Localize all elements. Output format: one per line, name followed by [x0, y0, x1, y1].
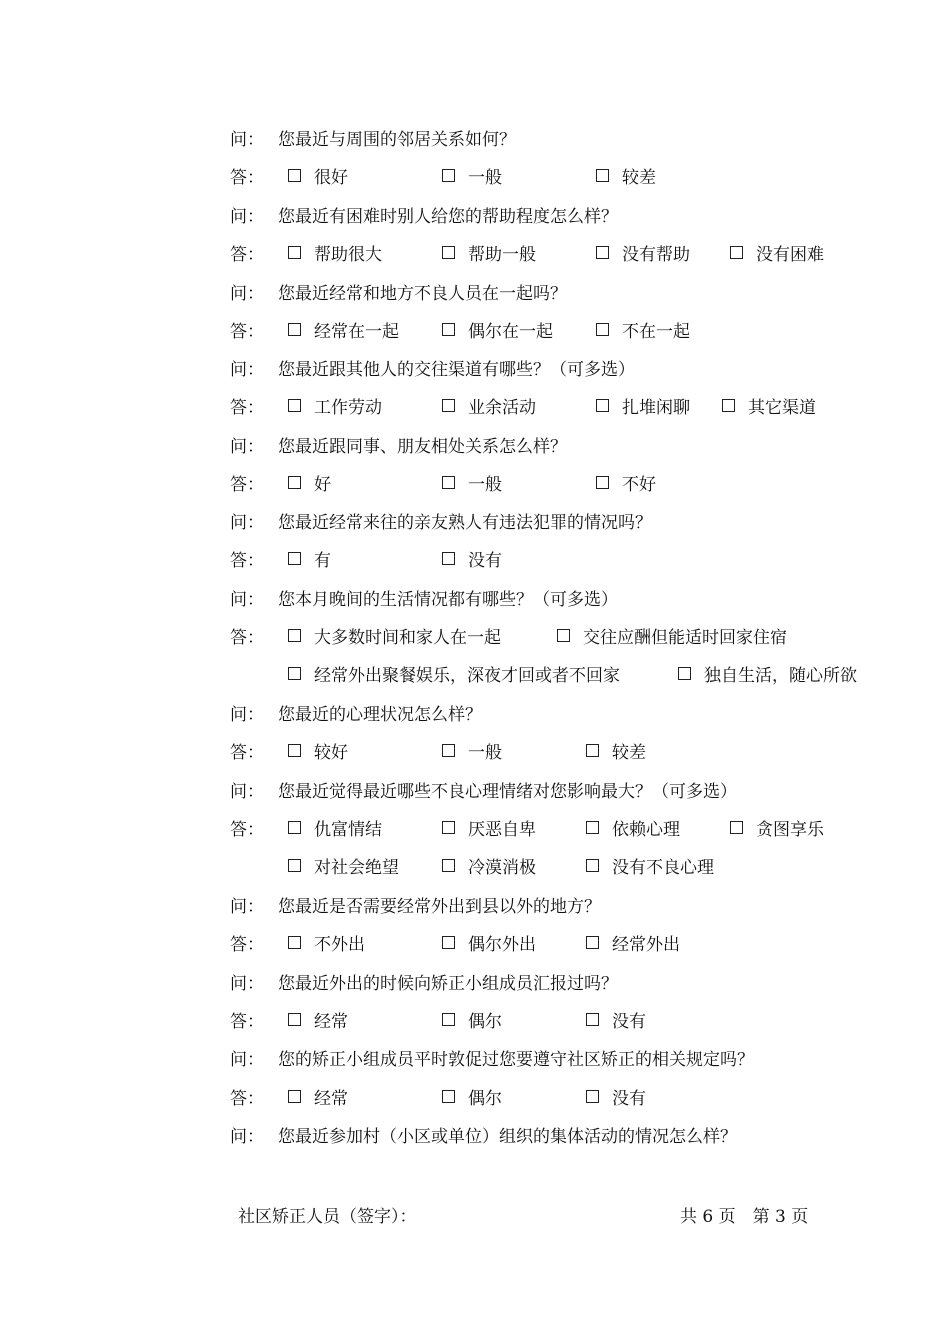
answer-option[interactable]	[586, 857, 714, 879]
question-prefix: 问：	[230, 705, 264, 725]
checkbox[interactable]	[442, 399, 455, 412]
option-label: 帮助很大	[314, 245, 382, 265]
question-text: 您最近参加村（小区或单位）组织的集体活动的情况怎么样？	[278, 1127, 737, 1147]
answer-option[interactable]	[586, 1011, 646, 1033]
checkbox[interactable]	[442, 1013, 455, 1026]
option-label: 经常外出	[612, 935, 680, 955]
checkbox[interactable]	[596, 169, 609, 182]
answer-option[interactable]	[596, 397, 690, 419]
checkbox[interactable]	[596, 246, 609, 259]
answer-option[interactable]	[288, 857, 399, 879]
checkbox[interactable]	[596, 323, 609, 336]
answer-option[interactable]	[442, 1088, 502, 1110]
option-label: 没有困难	[756, 245, 824, 265]
question-prefix: 问：	[230, 284, 264, 304]
answer-option[interactable]	[586, 742, 646, 764]
checkbox[interactable]	[442, 476, 455, 489]
question-text: 您最近的心理状况怎么样？	[278, 705, 482, 725]
answer-option[interactable]	[596, 321, 690, 343]
checkbox[interactable]	[288, 936, 301, 949]
option-label: 没有帮助	[622, 245, 690, 265]
answer-option[interactable]	[586, 819, 680, 841]
option-label: 独自生活，随心所欲	[704, 666, 857, 686]
answer-option[interactable]	[442, 934, 536, 956]
checkbox[interactable]	[442, 936, 455, 949]
option-label: 不好	[622, 475, 656, 495]
answer-option[interactable]	[442, 474, 502, 496]
option-label: 较差	[622, 168, 656, 188]
checkbox[interactable]	[288, 323, 301, 336]
answer-option[interactable]	[288, 1011, 348, 1033]
checkbox[interactable]	[586, 1090, 599, 1103]
checkbox[interactable]	[288, 476, 301, 489]
answer-option[interactable]	[288, 819, 382, 841]
checkbox[interactable]	[288, 859, 301, 872]
answer-option[interactable]	[288, 244, 382, 266]
answer-prefix: 答：	[230, 551, 264, 571]
answer-option[interactable]	[442, 819, 536, 841]
checkbox[interactable]	[442, 323, 455, 336]
question-text: 您最近觉得最近哪些不良心理情绪对您影响最大？（可多选）	[278, 782, 737, 802]
signature-label: 社区矫正人员（签字）：	[238, 1207, 417, 1227]
checkbox[interactable]	[442, 552, 455, 565]
answer-option[interactable]	[678, 665, 857, 687]
option-label: 仇富情结	[314, 820, 382, 840]
answer-option[interactable]	[288, 321, 399, 343]
question-prefix: 问：	[230, 130, 264, 150]
answer-option[interactable]	[442, 244, 536, 266]
checkbox[interactable]	[288, 169, 301, 182]
option-label: 偶尔在一起	[468, 322, 553, 342]
option-label: 偶尔	[468, 1089, 502, 1109]
option-label: 业余活动	[468, 398, 536, 418]
checkbox[interactable]	[288, 744, 301, 757]
option-label: 经常	[314, 1089, 348, 1109]
option-label: 偶尔外出	[468, 935, 536, 955]
checkbox[interactable]	[288, 399, 301, 412]
answer-prefix: 答：	[230, 245, 264, 265]
checkbox[interactable]	[442, 859, 455, 872]
checkbox[interactable]	[288, 629, 301, 642]
option-label: 有	[314, 551, 331, 571]
checkbox[interactable]	[442, 1090, 455, 1103]
checkbox[interactable]	[586, 859, 599, 872]
question-text: 您最近是否需要经常外出到县以外的地方？	[278, 897, 601, 917]
question-text: 您最近经常和地方不良人员在一起吗？	[278, 284, 567, 304]
option-label: 其它渠道	[748, 398, 816, 418]
answer-option[interactable]	[586, 1088, 646, 1110]
question-prefix: 问：	[230, 1127, 264, 1147]
option-label: 工作劳动	[314, 398, 382, 418]
checkbox[interactable]	[288, 667, 301, 680]
answer-option[interactable]	[288, 397, 382, 419]
option-label: 大多数时间和家人在一起	[314, 628, 501, 648]
option-label: 没有	[612, 1089, 646, 1109]
answer-option[interactable]	[586, 934, 680, 956]
question-prefix: 问：	[230, 782, 264, 802]
checkbox[interactable]	[596, 476, 609, 489]
answer-option[interactable]	[288, 1088, 348, 1110]
checkbox[interactable]	[288, 552, 301, 565]
answer-option[interactable]	[288, 167, 348, 189]
checkbox[interactable]	[442, 821, 455, 834]
option-label: 一般	[468, 475, 502, 495]
checkbox[interactable]	[586, 821, 599, 834]
question-prefix: 问：	[230, 437, 264, 457]
answer-option[interactable]	[442, 550, 502, 572]
option-label: 不外出	[314, 935, 365, 955]
question-prefix: 问：	[230, 1050, 264, 1070]
answer-option[interactable]	[557, 627, 787, 649]
checkbox[interactable]	[288, 821, 301, 834]
question-text: 您最近有困难时别人给您的帮助程度怎么样？	[278, 207, 618, 227]
option-label: 经常外出聚餐娱乐，深夜才回或者不回家	[314, 666, 620, 686]
answer-prefix: 答：	[230, 398, 264, 418]
question-text: 您的矫正小组成员平时敦促过您要遵守社区矫正的相关规定吗？	[278, 1050, 754, 1070]
checkbox[interactable]	[442, 744, 455, 757]
option-label: 交往应酬但能适时回家住宿	[583, 628, 787, 648]
option-label: 好	[314, 475, 331, 495]
option-label: 一般	[468, 168, 502, 188]
answer-option[interactable]	[596, 474, 656, 496]
answer-option[interactable]	[442, 857, 536, 879]
question-prefix: 问：	[230, 897, 264, 917]
option-label: 经常在一起	[314, 322, 399, 342]
answer-option[interactable]	[596, 167, 656, 189]
checkbox[interactable]	[678, 667, 691, 680]
checkbox[interactable]	[586, 936, 599, 949]
checkbox[interactable]	[722, 399, 735, 412]
option-label: 一般	[468, 743, 502, 763]
answer-prefix: 答：	[230, 168, 264, 188]
checkbox[interactable]	[730, 821, 743, 834]
option-label: 没有	[612, 1012, 646, 1032]
answer-option[interactable]	[442, 397, 536, 419]
answer-prefix: 答：	[230, 743, 264, 763]
answer-option[interactable]	[288, 474, 331, 496]
answer-prefix: 答：	[230, 1012, 264, 1032]
checkbox[interactable]	[442, 169, 455, 182]
option-label: 依赖心理	[612, 820, 680, 840]
question-text: 您最近与周围的邻居关系如何？	[278, 130, 516, 150]
answer-option[interactable]	[730, 244, 824, 266]
answer-option[interactable]	[596, 244, 690, 266]
page-info: 共 6 页 第 3 页	[680, 1207, 809, 1227]
option-label: 厌恶自卑	[468, 820, 536, 840]
answer-option[interactable]	[442, 1011, 502, 1033]
option-label: 很好	[314, 168, 348, 188]
answer-option[interactable]	[288, 665, 620, 687]
checkbox[interactable]	[586, 1013, 599, 1026]
checkbox[interactable]	[586, 744, 599, 757]
answer-option[interactable]	[288, 627, 501, 649]
answer-option[interactable]	[722, 397, 816, 419]
option-label: 没有	[468, 551, 502, 571]
checkbox[interactable]	[596, 399, 609, 412]
question-prefix: 问：	[230, 974, 264, 994]
answer-option[interactable]	[442, 742, 502, 764]
question-text: 您最近跟其他人的交往渠道有哪些？（可多选）	[278, 360, 635, 380]
answer-option[interactable]	[288, 742, 348, 764]
answer-prefix: 答：	[230, 820, 264, 840]
option-label: 较好	[314, 743, 348, 763]
option-label: 帮助一般	[468, 245, 536, 265]
question-text: 您本月晚间的生活情况都有哪些？（可多选）	[278, 590, 618, 610]
option-label: 经常	[314, 1012, 348, 1032]
answer-prefix: 答：	[230, 1089, 264, 1109]
question-prefix: 问：	[230, 360, 264, 380]
option-label: 不在一起	[622, 322, 690, 342]
option-label: 较差	[612, 743, 646, 763]
answer-option[interactable]	[442, 167, 502, 189]
question-prefix: 问：	[230, 207, 264, 227]
option-label: 没有不良心理	[612, 858, 714, 878]
answer-prefix: 答：	[230, 628, 264, 648]
checkbox[interactable]	[288, 246, 301, 259]
answer-option[interactable]	[288, 550, 331, 572]
checkbox[interactable]	[442, 246, 455, 259]
option-label: 冷漠消极	[468, 858, 536, 878]
option-label: 偶尔	[468, 1012, 502, 1032]
answer-option[interactable]	[288, 934, 365, 956]
checkbox[interactable]	[730, 246, 743, 259]
answer-option[interactable]	[730, 819, 824, 841]
question-text: 您最近经常来往的亲友熟人有违法犯罪的情况吗？	[278, 513, 652, 533]
answer-prefix: 答：	[230, 475, 264, 495]
question-text: 您最近跟同事、朋友相处关系怎么样？	[278, 437, 567, 457]
checkbox[interactable]	[557, 629, 570, 642]
question-prefix: 问：	[230, 590, 264, 610]
question-text: 您最近外出的时候向矫正小组成员汇报过吗？	[278, 974, 618, 994]
question-prefix: 问：	[230, 513, 264, 533]
checkbox[interactable]	[288, 1013, 301, 1026]
answer-option[interactable]	[442, 321, 553, 343]
option-label: 扎堆闲聊	[622, 398, 690, 418]
option-label: 对社会绝望	[314, 858, 399, 878]
answer-prefix: 答：	[230, 935, 264, 955]
checkbox[interactable]	[288, 1090, 301, 1103]
answer-prefix: 答：	[230, 322, 264, 342]
option-label: 贪图享乐	[756, 820, 824, 840]
